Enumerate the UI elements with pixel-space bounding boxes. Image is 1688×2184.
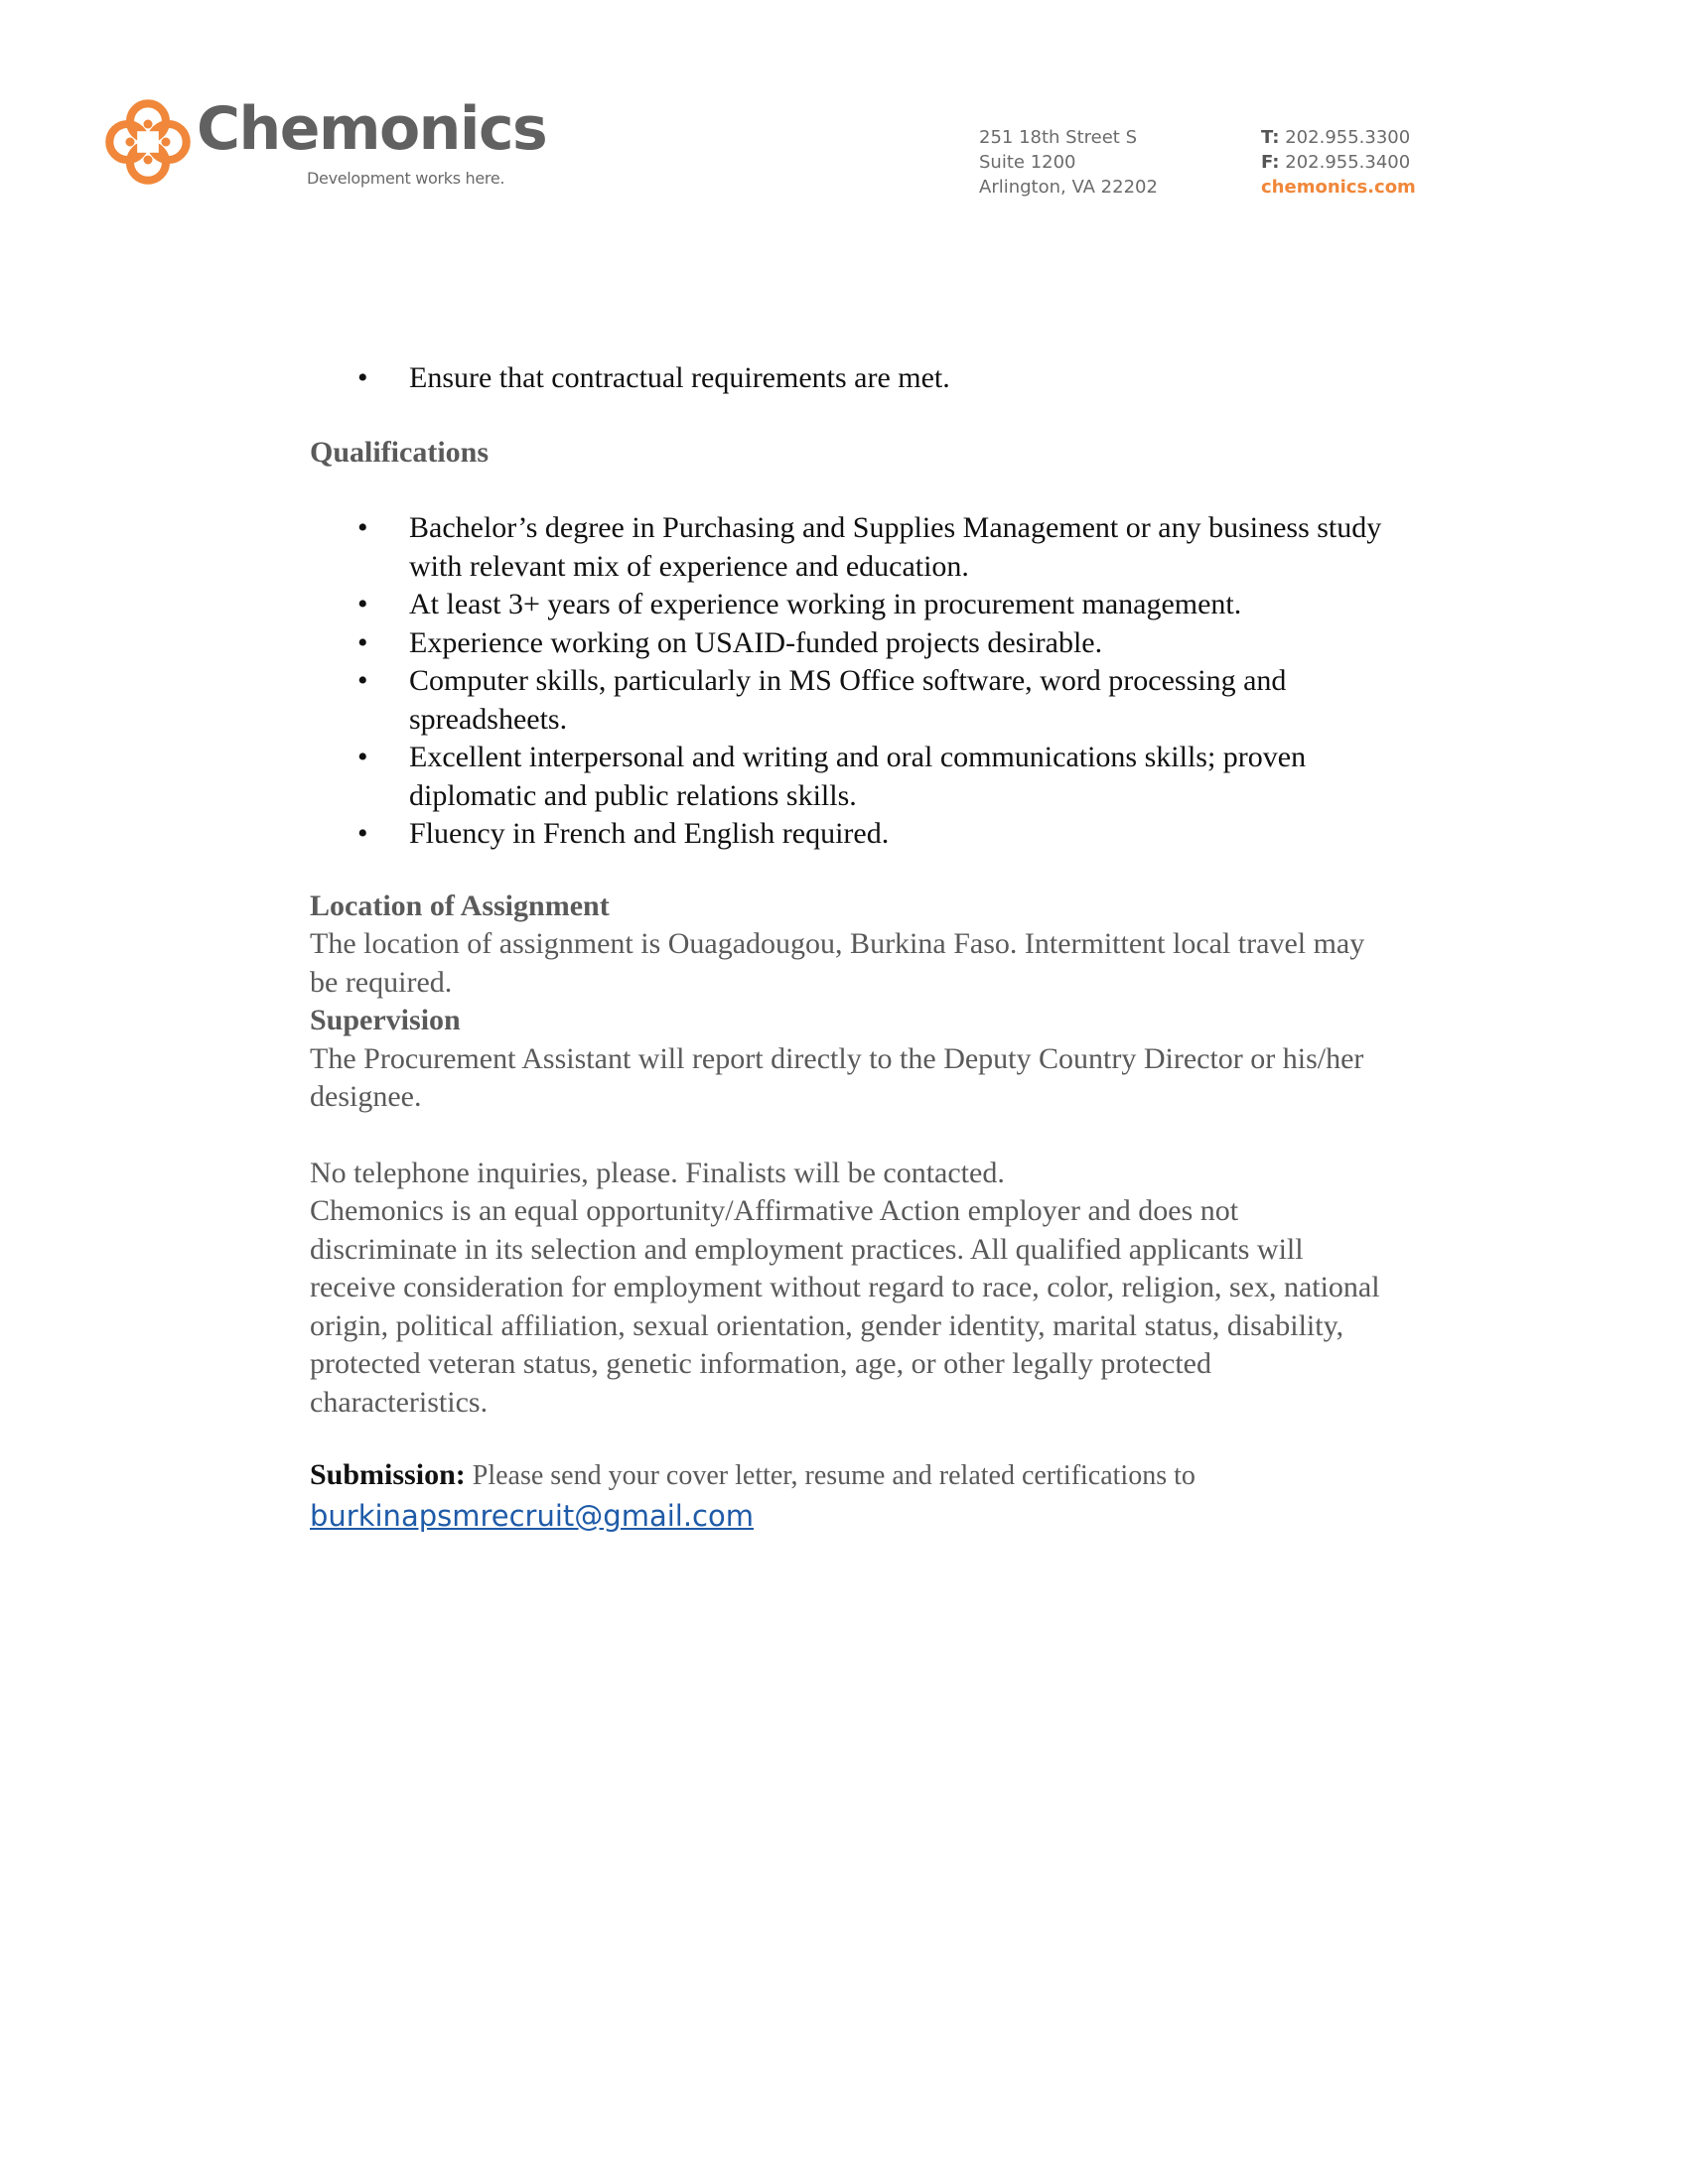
responsibilities-list — [310, 359, 1382, 398]
bullet: • — [357, 511, 368, 544]
website-link[interactable]: chemonics.com — [1261, 177, 1416, 198]
company-contact — [1261, 125, 1416, 200]
spacer — [310, 1117, 1382, 1155]
supervision-heading: Supervision — [310, 1004, 461, 1036]
fax-line — [1261, 150, 1416, 175]
list-item: • Experience working on USAID-funded projects desirable. — [310, 624, 1382, 663]
logo-tagline: Development works here. — [307, 169, 505, 188]
list-item: • At least 3+ years of experience working in procurement management. — [310, 586, 1382, 624]
address-line: Suite 1200 — [979, 152, 1076, 173]
address-line: 251 18th Street S — [979, 127, 1138, 148]
address-line: Arlington, VA 22202 — [979, 177, 1158, 198]
phone-line — [1261, 125, 1416, 150]
chemonics-flower-logo-icon — [103, 97, 193, 187]
bullet: • — [357, 588, 368, 620]
letterhead — [0, 0, 1688, 218]
qualifications-list — [310, 509, 1382, 854]
list-item: • Bachelor’s degree in Purchasing and Supplies Management or any business study with relevant mix of experience and education. — [357, 511, 1382, 583]
location-heading: Location of Assignment — [310, 888, 610, 922]
location-text: The location of assignment is Ouagadougou, Burkina Faso. Intermittent local travel may be required. — [310, 927, 1365, 999]
supervision-text: The Procurement Assistant will report directly to the Deputy Country Director or his/her designee. — [310, 1041, 1364, 1113]
list-item: • Ensure that contractual requirements are met. — [310, 359, 1382, 398]
fax-number: 202.955.3400 — [1285, 152, 1411, 173]
list-item: • Excellent interpersonal and writing and oral communications skills; proven diplomatic and public relations skills. — [357, 741, 1307, 812]
logo-wordmark: Chemonics — [197, 94, 547, 164]
eeo-statement: Chemonics is an equal opportunity/Affirmative Action employer and does not discriminate in its selection and employment practices. All qualified applicants will receive consideration for employment without regard to race, color, religion, sex, national origin, political affiliation, sexual orientation, gender identity, marital status, disability, protected veteran status, genetic information, age, or other legally protected characteristics. — [310, 1194, 1380, 1419]
fax-label: F: — [1261, 152, 1280, 173]
submission-text: Please send your cover letter, resume and related certifications to — [472, 1460, 1196, 1491]
chemonics-logo — [103, 94, 547, 197]
list-item: • Fluency in French and English required. — [310, 815, 1382, 854]
bullet: • — [357, 664, 368, 697]
submission-paragraph — [310, 1455, 1382, 1538]
phone-number: 202.955.3300 — [1285, 127, 1411, 148]
bullet: • — [357, 741, 368, 773]
company-address — [979, 125, 1158, 200]
submission-label: Submission: — [310, 1458, 466, 1491]
document-body — [310, 359, 1382, 1538]
bullet: • — [357, 625, 368, 659]
phone-label: T: — [1261, 127, 1280, 148]
inquiry-notice: No telephone inquiries, please. Finalists will be contacted. — [310, 1156, 1005, 1189]
submission-email-link[interactable]: burkinapsmrecruit@gmail.com — [310, 1499, 754, 1533]
bullet: • — [357, 817, 368, 850]
list-item: • Computer skills, particularly in MS Office software, word processing and spreadsheets. — [357, 664, 1287, 736]
qualifications-heading: Qualifications — [310, 435, 490, 469]
bullet: • — [357, 361, 368, 394]
